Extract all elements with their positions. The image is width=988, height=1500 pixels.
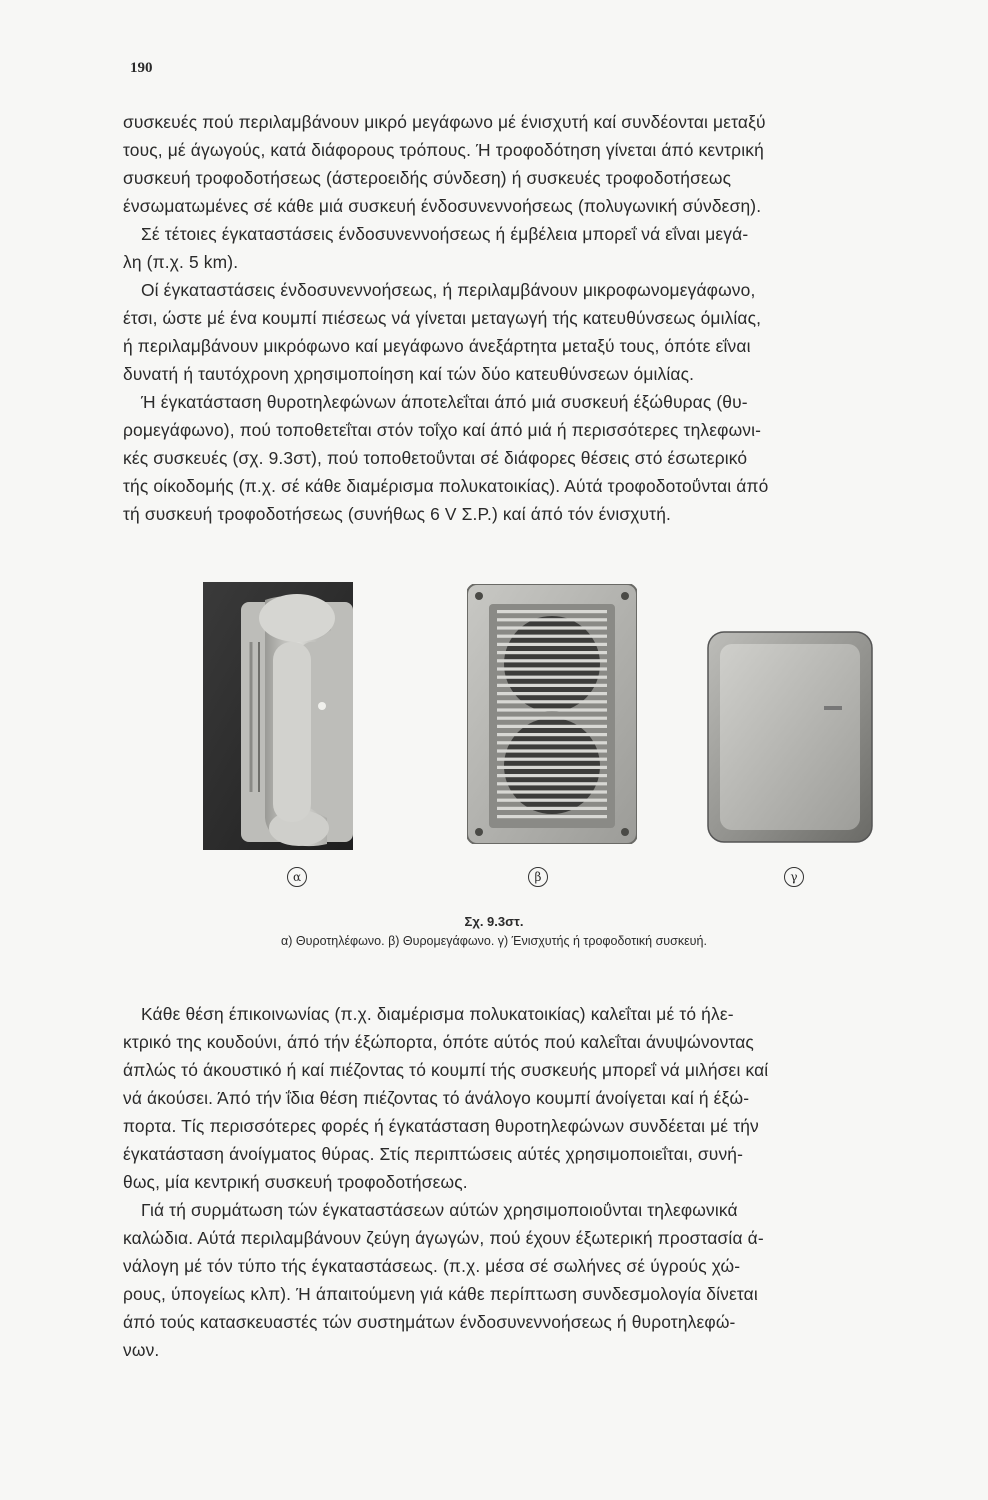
figure-label-b: β xyxy=(528,867,548,887)
grille-slat xyxy=(497,815,607,818)
text-line: Οί έγκαταστάσεις ένδοσυνεννοήσεως, ή περιλαμβάνουν μικροφωνομεγάφωνο, xyxy=(141,280,756,300)
door-loudspeaker-photo xyxy=(467,584,637,844)
grille-slat xyxy=(497,807,607,810)
text-line: νά άκούσει. Άπό τήν ΐδια θέση πιέζοντας τό άνάλογο κουμπί άνοίγεται καί ή έξώ- xyxy=(123,1088,750,1108)
text-line: νων. xyxy=(123,1340,160,1360)
text-line: δυνατή ή ταυτόχρονη χρησιμοποίηση καί τών δύο κατευθύνσεων όμιλίας. xyxy=(123,364,695,384)
text-line: άπό τούς κατασκευαστές τών συστημάτων ένδοσυνεννοήσεως ή θυροτηλεφώ- xyxy=(123,1312,736,1332)
amplifier-box-photo xyxy=(706,630,874,844)
grille-slat xyxy=(497,717,607,720)
paragraph xyxy=(123,388,861,528)
figure-title: Σχ. 9.3στ. xyxy=(464,914,524,929)
grille-slat xyxy=(497,643,607,646)
grille-slat xyxy=(497,610,607,613)
grille-slat xyxy=(497,684,607,687)
text-line: ένσωματωμένες σέ κάθε μιά συσκευή ένδοσυνεννοήσεως (πολυγωνική σύνδεση). xyxy=(123,196,762,216)
text-line: συσκευές πού περιλαμβάνουν μικρό μεγάφωνο μέ ένισχυτή καί συνδέονται μεταξύ xyxy=(123,112,766,132)
grille-slat xyxy=(497,782,607,785)
text-line: θως, μία κεντρική συσκευή τροφοδοτήσεως. xyxy=(123,1172,468,1192)
grille-slat xyxy=(497,733,607,736)
door-telephone-photo xyxy=(203,582,353,850)
figure-label-a: α xyxy=(287,867,307,887)
top-text-block xyxy=(123,108,861,528)
text-line: συσκευή τροφοδοτήσεως (άστεροειδής σύνδεση) ή συσκευές τροφοδοτήσεως xyxy=(123,168,732,188)
grille-slat xyxy=(497,626,607,629)
grille-slat xyxy=(497,676,607,679)
text-line: τής οίκοδομής (π.χ. σέ κάθε διαμέρισμα πολυκατοικίας). Αύτά τροφοδοτοΰνται άπό xyxy=(123,476,769,496)
text-line: λη (π.χ. 5 km). xyxy=(123,252,239,272)
paragraph xyxy=(123,108,861,276)
grille-slat xyxy=(497,692,607,695)
text-line: πορτα. Τίς περισσότερες φορές ή έγκατάσταση θυροτηλεφώνων συνδέεται μέ τήν xyxy=(123,1116,759,1136)
text-line: τή συσκευή τροφοδοτήσεως (συνήθως 6 V Σ.Ρ.) καί άπό τόν ένισχυτή. xyxy=(123,504,671,524)
grille-slat xyxy=(497,749,607,752)
grille-slat xyxy=(497,700,607,703)
grille-slat xyxy=(497,651,607,654)
text-line: ή περιλαμβάνουν μικρόφωνο καί μεγάφωνο άνεξάρτητα μεταξύ τους, όπότε εΐναι xyxy=(123,336,751,356)
grille-slat xyxy=(497,618,607,621)
grille-slat xyxy=(497,708,607,711)
grille-slat xyxy=(497,774,607,777)
text-line: Κάθε θέση έπικοινωνίας (π.χ. διαμέρισμα πολυκατοικίας) καλεΐται μέ τό ήλε- xyxy=(141,1004,734,1024)
grille-slat xyxy=(497,725,607,728)
text-line: τους, μέ άγωγούς, κατά διάφορους τρόπους. Ή τροφοδότηση γίνεται άπό κεντρική xyxy=(123,140,764,160)
text-line: κές συσκευές (σχ. 9.3στ), πού τοποθετοΰνται σέ διάφορες θέσεις στό έσωτερικό xyxy=(123,448,748,468)
page-number: 190 xyxy=(130,60,153,76)
text-line: έγκατάσταση άνοίγματος θύρας. Στίς περιπτώσεις αύτές χρησιμοποιεΐται, συνή- xyxy=(123,1144,744,1164)
grille-slat xyxy=(497,741,607,744)
text-line: καλώδια. Αύτά περιλαμβάνουν ζεύγη άγωγών, πού έχουν έξωτερική προστασία ά- xyxy=(123,1228,764,1248)
grille-slat xyxy=(497,790,607,793)
text-line: Ή έγκατάσταση θυροτηλεφώνων άποτελεΐται άπό μιά συσκευή έξώθυρας (θυ- xyxy=(141,392,748,412)
bottom-text-block xyxy=(123,1000,861,1364)
paragraph xyxy=(123,1000,861,1196)
text-line: έτσι, ώστε μέ ένα κουμπί πιέσεως νά γίνεται μεταγωγή τής κατευθύνσεως όμιλίας, xyxy=(123,308,762,328)
text-line: νάλογη μέ τόν τύπο τής έγκαταστάσεως. (π.χ. μέσα σέ σωλήνες σέ ύγρούς χώ- xyxy=(123,1256,741,1276)
paragraph xyxy=(123,276,861,388)
grille-slat xyxy=(497,799,607,802)
grille-slat xyxy=(497,659,607,662)
text-line: ρους, ύπογείως κλπ). Ή άπαιτούμενη γιά κάθε περίπτωση συνδεσμολογία δίνεται xyxy=(123,1284,758,1304)
grille-slat xyxy=(497,766,607,769)
paragraph xyxy=(123,1196,861,1364)
figure-caption: α) Θυροτηλέφωνο. β) Θυρομεγάφωνο. γ) Ένισχυτής ή τροφοδοτική συσκευή. xyxy=(281,934,707,948)
grille-slat xyxy=(497,758,607,761)
text-line: ρομεγάφωνο), πού τοποθετεΐται στόν τοΐχο καί άπό μιά ή περισσότερες τηλεφωνι- xyxy=(123,420,762,440)
text-line: κτρικό της κουδούνι, άπό τήν έξώπορτα, όπότε αύτός πού καλεΐται άνυψώνοντας xyxy=(123,1032,754,1052)
grille-slat xyxy=(497,667,607,670)
grille-slat xyxy=(497,635,607,638)
text-line: Γιά τή συρμάτωση τών έγκαταστάσεων αύτών χρησιμοποιοΰνται τηλεφωνικά xyxy=(141,1200,738,1220)
text-line: Σέ τέτοιες έγκαταστάσεις ένδοσυνεννοήσεως ή έμβέλεια μπορεΐ νά εΐναι μεγά- xyxy=(141,224,749,244)
figure-label-c: γ xyxy=(784,867,804,887)
text-line: άπλώς τό άκουστικό ή καί πιέζοντας τό κουμπί τής συσκευής μπορεΐ νά μιλήσει καί xyxy=(123,1060,769,1080)
